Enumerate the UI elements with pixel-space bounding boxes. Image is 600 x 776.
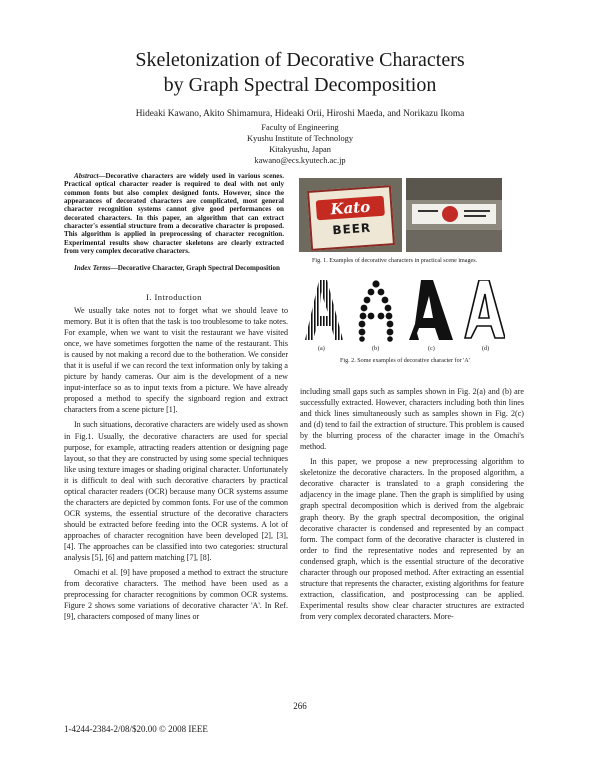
- paragraph: Omachi et al. [9] have proposed a method to extract the structure from decorative characters. The method have been used as a preprocessing for character recognitions by common OCR systems. Figure 2 shows some variations of decorative character 'A'. In Ref.[9], characters composed of many lines or: [64, 568, 288, 622]
- affiliation-line: Kitakyushu, Japan: [269, 145, 331, 154]
- index-terms-text: —Decorative Character, Graph Spectral Decomposition: [110, 264, 280, 272]
- banner-text-stroke: [464, 215, 486, 217]
- glyph-d-outline: [465, 280, 505, 338]
- glyph-b-dotted: [359, 280, 394, 341]
- fig2-glyphs: [305, 280, 505, 342]
- affiliation-line: Faculty of Engineering: [261, 123, 339, 132]
- abstract-label: Abstract: [74, 172, 99, 180]
- abstract: [64, 172, 284, 255]
- signboard-word-kato: Kato: [329, 197, 371, 219]
- banner-red-circle: [442, 206, 458, 222]
- left-column-text: [64, 305, 288, 622]
- fig1-photo-storefront: [406, 178, 502, 252]
- fig2-caption: Fig. 2. Some examples of decorative character for 'A': [340, 358, 470, 364]
- glyph-c-contrast: [409, 280, 453, 340]
- section-heading: I. Introduction: [146, 292, 202, 302]
- index-terms-label: Index Terms: [74, 264, 111, 272]
- affiliation-line: Kyushu Institute of Technology: [246, 134, 354, 143]
- fig2-label: (c): [428, 346, 435, 352]
- paragraph: including small gaps such as samples shown in Fig. 2(a) and (b) are successfully extracted. However, characters including both thin lines and thick lines simultaneously such as samples shown in Fig. 2(c) and (d) tend to fail the extraction of structure. This problem is caused by the blurring process of the character image in the Omachi's method.: [300, 387, 524, 452]
- signboard-plate: [307, 185, 395, 251]
- index-terms: [64, 264, 284, 272]
- page-number: 266: [293, 701, 307, 711]
- author-list: Hideaki Kawano, Akito Shimamura, Hideaki Orii, Hiroshi Maeda, and Norikazu Ikoma: [135, 109, 465, 119]
- fig2-label: (b): [372, 346, 380, 352]
- paragraph: We usually take notes not to forget what we should leave to memory. But it is often that the task is too troublesome to take notes. For example, when we want to visit the restaurant we have visited once, we have sometimes forgotten the name of the restaurant. This is caused by not making a record due to the botheration. We consider that it is useful if we can record the text information only by taking a picture by handy cameras. Our aim is the development of a new input-interface so as to input texts from a picture. We have already proposed a method to specify the signboard region and extract characters from a scene picture [1].: [64, 306, 288, 415]
- abstract-text: —Decorative characters are widely used in various scenes. Practical optical character reader is required to deal with not only common fonts but also complex designed fonts. However, since the appearances of decorated characters are complicated, most general character recognition systems cannot give good performances on decorated characters. In this paper, an algorithm that can extract character's essential structure from a decorative character is proposed. This algorithm is applied in preprocessing of character recognition. Experimental results show character skeletons are clearly extracted from very complex decorative characters.: [64, 172, 284, 256]
- signboard-word-beer: BEER: [331, 220, 372, 238]
- paragraph: In such situations, decorative characters are widely used as shown in Fig.1. Usually, the decorative characters are used for special purpose, for example, attracting readers attention or designing page layout, so that they are constructed by using some special techniques like using texture images or shading original character. Unfortunately it is difficult to deal with such decorative characters by practical optical character readers (OCR) because many OCR systems assume the characters are depicted by common fonts. For use of the common OCR systems, the essential structure of the decorative characters should be extracted before feeding into the OCR systems. A lot of approaches of character recognition have been developed [2], [3], [4]. The approaches can be classified into two categories: structural analysis [5], [6] and pattern matching [7], [8].: [64, 420, 288, 563]
- paper-title-line-2: by Graph Spectral Decomposition: [163, 74, 437, 96]
- paper-title-line-1: Skeletonization of Decorative Characters: [135, 49, 465, 71]
- storefront-lower: [406, 230, 502, 252]
- glyph-a-striped: [305, 280, 343, 340]
- fig2-label: (a): [318, 346, 325, 352]
- storefront-roof: [406, 178, 502, 200]
- right-column-text: [300, 386, 524, 622]
- paragraph: In this paper, we propose a new preprocessing algorithm to skeletonize the decorative characters. In the proposed algorithm, a decorative character is translated to a graph considering the adjacency in the image plane. Then the graph is simplified by using graph spectral decomposition which is derived from the algebraic graph theory. By the graph spectral decomposition, the original decorative character is condensed and represented by an compact form. The compact form of the decorative character is clustered in order to find the representative nodes and represented by an condensed graph, which is the essential structure of the decorative character through our proposed method. After extracting an essential structure that represents the character, existing algorithms for feature extraction, classification, and postprocessing can be applied. Experimental results show clear character structures are extracted from very complex decorated characters. More-: [300, 457, 524, 621]
- storefront-banner: [412, 204, 496, 224]
- fig2-label: (d): [482, 346, 490, 352]
- author-email: kawano@ecs.kyutech.ac.jp: [254, 156, 346, 165]
- fig1-caption: Fig. 1. Examples of decorative characters in practical scene images.: [312, 258, 478, 264]
- copyright-footer: 1-4244-2384-2/08/$20.00 © 2008 IEEE: [64, 724, 208, 734]
- fig1-photo-signboard: [299, 178, 402, 252]
- banner-text-stroke: [418, 210, 438, 212]
- banner-text-stroke: [464, 210, 490, 212]
